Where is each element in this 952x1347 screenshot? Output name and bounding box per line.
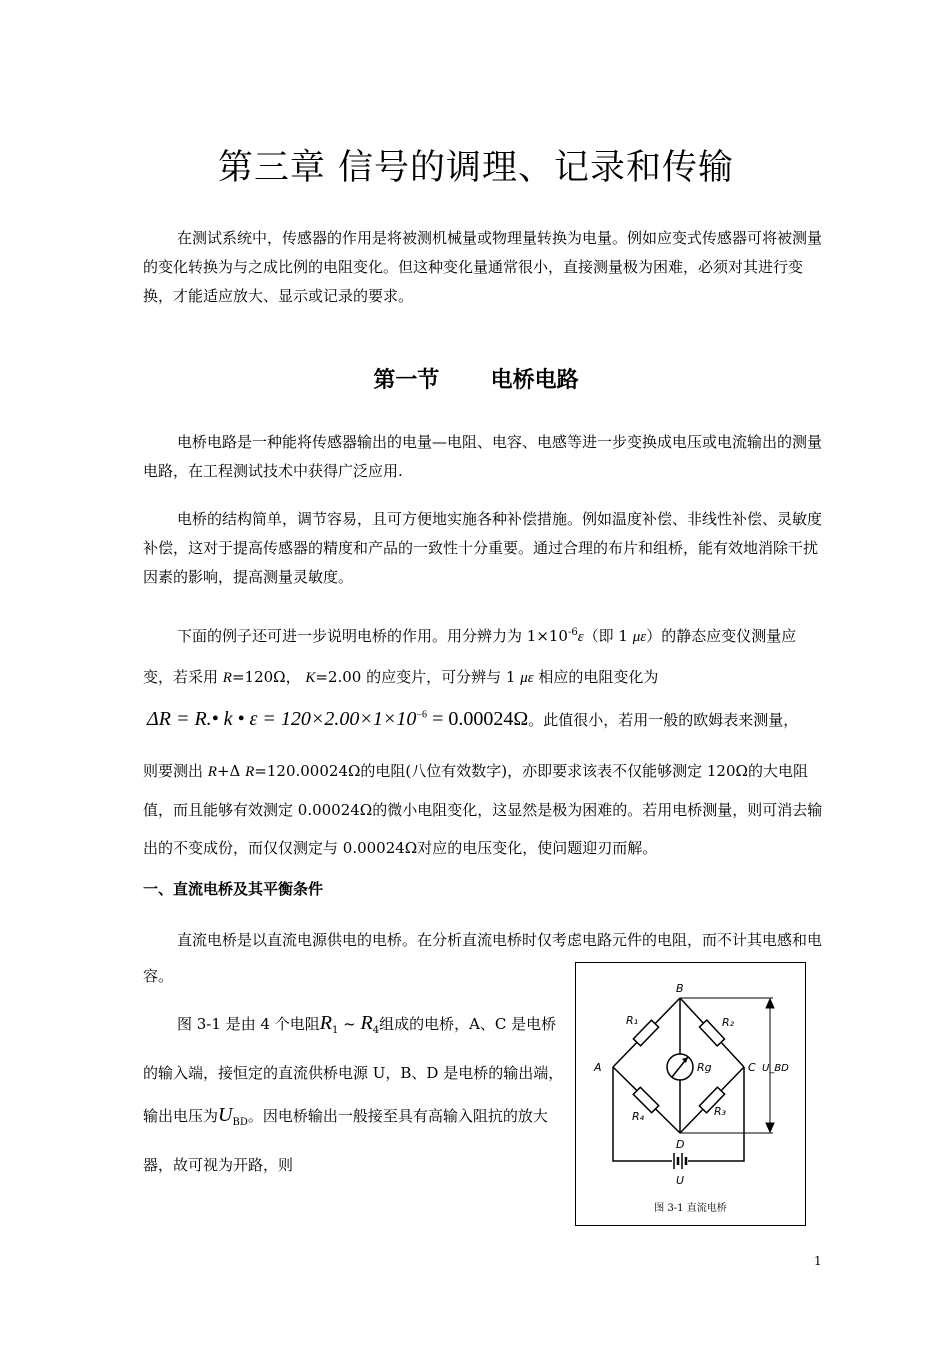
label-r4: R₄ [632, 1110, 645, 1123]
text-segment: =120.00024Ω的电阻(八位有效数字)，亦即要求该表不仅能够测定 120Ω的大电阻值，而且能够有效测定 0.00024Ω的微小电阻变化，这显然是极为困难的。若用电桥测量，则可消去输出的不变成份，而仅仅测定与 0.00024Ω对应的电压变化，使问题迎刃而解。 [143, 762, 823, 857]
formula-tail-text: 。此值很小，若用一般的欧姆表来测量， [528, 711, 799, 729]
page-number: 1 [814, 1254, 822, 1268]
paragraph-figure-description [143, 1002, 568, 1186]
bridge-circuit-diagram [576, 963, 805, 1225]
subscript: 4 [372, 1025, 380, 1036]
resistance-symbol: R [222, 670, 232, 686]
label-r2: R₂ [722, 1016, 735, 1029]
microstrain-symbol: με [632, 629, 647, 645]
resistor-r2 [699, 1020, 724, 1046]
node-label-b: B [676, 982, 684, 995]
resistance-change-formula [147, 708, 798, 731]
resistance-symbol: R [207, 764, 217, 780]
label-ubd: U_BD [762, 1063, 789, 1074]
text-segment: =120Ω， [231, 668, 306, 686]
formula-result: = 0.00024Ω [427, 708, 529, 730]
text-segment: 。因电桥输出一般接至具有高输入阻抗的放大器，故可视为开路，则 [143, 1107, 548, 1174]
label-r1: R₁ [626, 1014, 639, 1027]
node-label-d: D [676, 1138, 685, 1151]
resistor-symbol: R [319, 1012, 332, 1034]
figure-caption: 图 3-1 直流电桥 [654, 1203, 727, 1214]
section-number: 第一节 [373, 368, 440, 393]
tilde-symbol: ~ [338, 1015, 361, 1033]
text-segment: 组成的电桥，A、C 是电桥的输入端，接恒定的直流供桥电源 U，B、D 是电桥的输出端，输出电压为 [143, 1015, 564, 1125]
formula-exponent: −6 [416, 709, 428, 721]
paragraph-measurement [143, 752, 823, 867]
text-segment: （即 1 [583, 627, 633, 645]
text-segment: 则要测出 [143, 762, 208, 780]
source-label-u: U [676, 1174, 685, 1187]
text-segment: =2.00 的应变片，可分辨与 1 [315, 668, 521, 686]
text-segment: 相应的电阻变化为 [533, 668, 659, 686]
paragraph-bridge-structure: 电桥的结构简单，调节容易，且可方便地实施各种补偿措施。例如温度补偿、非线性补偿、灵敏度补偿，这对于提高传感器的精度和产品的一致性十分重要。通过合理的布片和组桥，能有效地消除干扰因素的影响，提高测量灵敏度。 [143, 510, 823, 586]
subscript: BD [232, 1117, 248, 1128]
chapter-title: 第三章 信号的调理、记录和传输 [217, 148, 735, 188]
superscript: -6 [567, 627, 578, 638]
resistance-symbol: R [245, 764, 255, 780]
section-heading [0, 363, 952, 394]
paragraph-dc-bridge: 直流电桥是以直流电源供电的电桥。在分析直流电桥时仅考虑电路元件的电阻，而不计其电感和电容。 [143, 931, 823, 985]
subsection-heading: 一、直流电桥及其平衡条件 [143, 880, 324, 898]
paragraph-bridge-intro: 电桥电路是一种能将传感器输出的电量—电阻、电容、电感等进一步变换成电压或电流输出的测量电路，在工程测试技术中获得广泛应用. [143, 433, 823, 480]
label-rg: Rg [697, 1061, 712, 1074]
subscript: 1 [332, 1025, 339, 1036]
gauge-factor-symbol: K [305, 670, 316, 686]
formula-lhs: ΔR = R.• k • ε = 120×2.00×1×10 [147, 708, 417, 730]
figure-dc-bridge [575, 962, 806, 1226]
node-label-a: A [594, 1061, 602, 1074]
text-segment: +Δ [216, 762, 246, 780]
section-title: 电桥电路 [490, 368, 579, 393]
paragraph-example [143, 613, 823, 698]
text-segment: 下面的例子还可进一步说明电桥的作用。用分辨力为 1×10 [177, 627, 568, 645]
resistor-symbol: R [360, 1012, 373, 1034]
text-segment: 图 3-1 是由 4 个电阻 [177, 1015, 320, 1033]
microstrain-symbol: με [520, 670, 534, 686]
arrow-up-head [766, 999, 774, 1008]
arrow-down-head [766, 1123, 774, 1132]
text-segment: ）的静态应变仪测量应变，若采用 [143, 627, 797, 686]
node-label-c: C [748, 1061, 756, 1074]
voltage-symbol: U [218, 1104, 233, 1126]
label-r3: R₃ [714, 1105, 727, 1118]
intro-paragraph: 在测试系统中，传感器的作用是将被测机械量或物理量转换为电量。例如应变式传感器可将被测量的变化转换为与之成比例的电阻变化。但这种变化量通常很小，直接测量极为困难，必须对其进行变换，才能适应放大、显示或记录的要求。 [143, 229, 823, 305]
resistor-r4 [633, 1087, 658, 1112]
epsilon-symbol: ε [577, 629, 584, 645]
